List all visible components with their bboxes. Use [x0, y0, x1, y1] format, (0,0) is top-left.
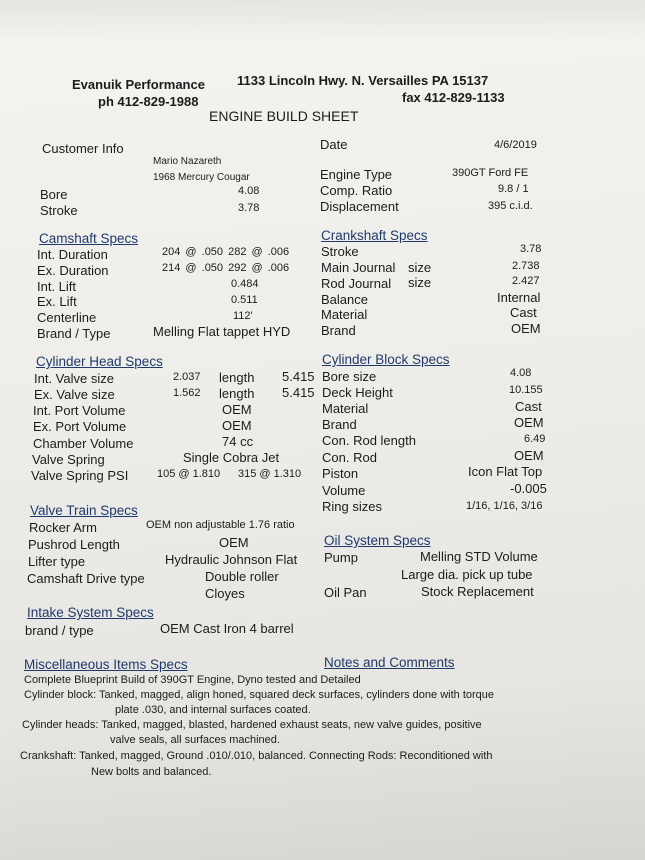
pump-label: Pump [324, 550, 358, 565]
int-lift-value: 0.484 [231, 278, 259, 290]
block-material-label: Material [322, 401, 369, 416]
piston-volume-value: -0.005 [510, 481, 547, 496]
valve-train-specs-heading: Valve Train Specs [30, 503, 138, 518]
piston-value: Icon Flat Top [468, 464, 543, 479]
centerline-label: Centerline [37, 310, 97, 325]
ex-length-label: length [219, 386, 255, 401]
pickup-tube-value: Large dia. pick up tube [401, 567, 533, 582]
ex-lift-value: 0.511 [231, 294, 258, 306]
chamber-volume-label: Chamber Volume [33, 436, 134, 451]
int-duration-value: 204 @ .050 282 @ .006 [162, 246, 290, 258]
int-port-label: Int. Port Volume [33, 403, 126, 418]
displacement-value: 395 c.i.d. [488, 200, 533, 212]
misc-line-3b: valve seals, all surfaces machined. [110, 734, 280, 746]
block-brand-label: Brand [322, 417, 357, 432]
company-fax: fax 412-829-1133 [402, 90, 505, 105]
misc-line-4a: Crankshaft: Tanked, magged, Ground .010/.010, balanced. Connecting Rods: Reconditioned with [20, 750, 493, 762]
camshaft-specs-heading: Camshaft Specs [39, 231, 139, 246]
valve-spring-psi-label: Valve Spring PSI [31, 468, 129, 483]
main-journal-label: Main Journal [321, 260, 396, 275]
ex-duration-label: Ex. Duration [37, 263, 109, 278]
valve-spring-label: Valve Spring [32, 452, 105, 467]
misc-items-heading: Miscellaneous Items Specs [24, 657, 188, 672]
crank-brand-value: OEM [511, 321, 541, 336]
customer-vehicle: 1968 Mercury Cougar [153, 172, 250, 183]
block-brand-value: OEM [514, 415, 544, 430]
con-rod-length-label: Con. Rod length [322, 433, 416, 448]
notes-comments-heading: Notes and Comments [324, 655, 455, 670]
ex-length-value: 5.415 [282, 385, 315, 400]
crank-brand-label: Brand [321, 323, 356, 338]
ex-valve-value: 1.562 [173, 387, 201, 399]
rocker-arm-label: Rocker Arm [29, 520, 97, 535]
engine-type-label: Engine Type [320, 167, 393, 182]
crankshaft-specs-heading: Crankshaft Specs [321, 228, 428, 243]
rod-journal-label: Rod Journal [321, 276, 392, 291]
ex-valve-label: Ex. Valve size [34, 387, 115, 402]
crank-material-label: Material [321, 307, 368, 322]
date-value: 4/6/2019 [494, 139, 537, 151]
rod-journal-size-label: size [408, 275, 432, 290]
cam-drive-label: Camshaft Drive type [27, 571, 145, 586]
crank-stroke-value: 3.78 [520, 243, 542, 255]
comp-ratio-value: 9.8 / 1 [498, 183, 529, 195]
ex-port-value: OEM [222, 418, 252, 433]
piston-label: Piston [322, 466, 359, 481]
cylinder-block-specs-heading: Cylinder Block Specs [322, 352, 450, 367]
cam-brand-value: Melling Flat tappet HYD [153, 324, 291, 339]
rod-journal-value: 2.427 [512, 275, 540, 287]
pump-value: Melling STD Volume [420, 549, 538, 564]
centerline-value: 112' [233, 310, 253, 322]
piston-volume-label: Volume [322, 483, 366, 498]
misc-line-3a: Cylinder heads: Tanked, magged, blasted, hardened exhaust seats, new valve guides, positive [22, 719, 482, 731]
balance-value: Internal [497, 290, 541, 305]
cam-brand-label: Brand / Type [37, 326, 111, 341]
rocker-arm-value: OEM non adjustable 1.76 ratio [146, 519, 295, 531]
intake-brand-value: OEM Cast Iron 4 barrel [160, 621, 294, 636]
valve-spring-psi-b: 315 @ 1.310 [238, 468, 302, 480]
oil-pan-value: Stock Replacement [421, 584, 534, 599]
customer-info-label: Customer Info [42, 141, 124, 156]
company-phone: ph 412-829-1988 [98, 94, 199, 109]
cylinder-head-specs-heading: Cylinder Head Specs [36, 354, 163, 369]
pushrod-length-label: Pushrod Length [28, 537, 120, 552]
valve-spring-value: Single Cobra Jet [183, 450, 280, 465]
main-journal-size-label: size [408, 260, 432, 275]
customer-name: Mario Nazareth [153, 156, 222, 167]
con-rod-value: OEM [514, 448, 544, 463]
chamber-volume-value: 74 cc [222, 434, 254, 449]
oil-system-specs-heading: Oil System Specs [324, 533, 431, 548]
int-length-value: 5.415 [282, 369, 315, 384]
crank-stroke-label: Stroke [321, 244, 359, 259]
ring-sizes-label: Ring sizes [322, 499, 382, 514]
main-journal-value: 2.738 [512, 260, 540, 272]
engine-type-value: 390GT Ford FE [452, 167, 529, 179]
lifter-type-value: Hydraulic Johnson Flat [165, 552, 298, 567]
ex-lift-label: Ex. Lift [37, 294, 77, 309]
page-title: ENGINE BUILD SHEET [209, 108, 359, 124]
valve-spring-psi-a: 105 @ 1.810 [157, 468, 221, 480]
pushrod-length-value: OEM [219, 535, 249, 550]
bore-size-value: 4.08 [510, 367, 532, 379]
block-material-value: Cast [515, 399, 542, 414]
deck-height-label: Deck Height [322, 385, 393, 400]
oil-pan-label: Oil Pan [324, 585, 367, 600]
misc-line-4b: New bolts and balanced. [91, 766, 212, 778]
int-duration-label: Int. Duration [37, 247, 108, 262]
ex-port-label: Ex. Port Volume [33, 419, 127, 434]
misc-line-2b: plate .030, and internal surfaces coated. [115, 704, 311, 716]
deck-height-value: 10.155 [509, 384, 543, 396]
intake-system-specs-heading: Intake System Specs [27, 605, 154, 620]
int-lift-label: Int. Lift [37, 279, 77, 294]
bore-size-label: Bore size [322, 369, 377, 384]
displacement-label: Displacement [320, 199, 399, 214]
lifter-type-label: Lifter type [28, 554, 86, 569]
int-port-value: OEM [222, 402, 252, 417]
con-rod-length-value: 6.49 [524, 433, 546, 445]
date-label: Date [320, 137, 348, 152]
company-name: Evanuik Performance [72, 77, 205, 92]
bore-label: Bore [40, 187, 68, 202]
ring-sizes-value: 1/16, 1/16, 3/16 [466, 500, 543, 512]
cam-drive-value: Double roller [205, 569, 279, 584]
bore-value: 4.08 [238, 185, 260, 197]
int-length-label: length [219, 370, 255, 385]
balance-label: Balance [321, 292, 368, 307]
crank-material-value: Cast [510, 305, 537, 320]
misc-line-2a: Cylinder block: Tanked, magged, align honed, squared deck surfaces, cylinders done with torque [24, 689, 495, 701]
int-valve-label: Int. Valve size [34, 371, 114, 386]
stroke-label: Stroke [40, 203, 78, 218]
int-valve-value: 2.037 [173, 371, 201, 383]
stroke-value: 3.78 [238, 202, 260, 214]
comp-ratio-label: Comp. Ratio [320, 183, 393, 198]
cam-drive-brand: Cloyes [205, 586, 245, 601]
misc-line-1: Complete Blueprint Build of 390GT Engine, Dyno tested and Detailed [24, 674, 361, 686]
intake-brand-label: brand / type [25, 623, 94, 638]
ex-duration-value: 214 @ .050 292 @ .006 [162, 262, 290, 274]
company-address: 1133 Lincoln Hwy. N. Versailles PA 15137 [237, 73, 489, 88]
paper-shadow [0, 0, 645, 40]
con-rod-label: Con. Rod [322, 450, 377, 465]
